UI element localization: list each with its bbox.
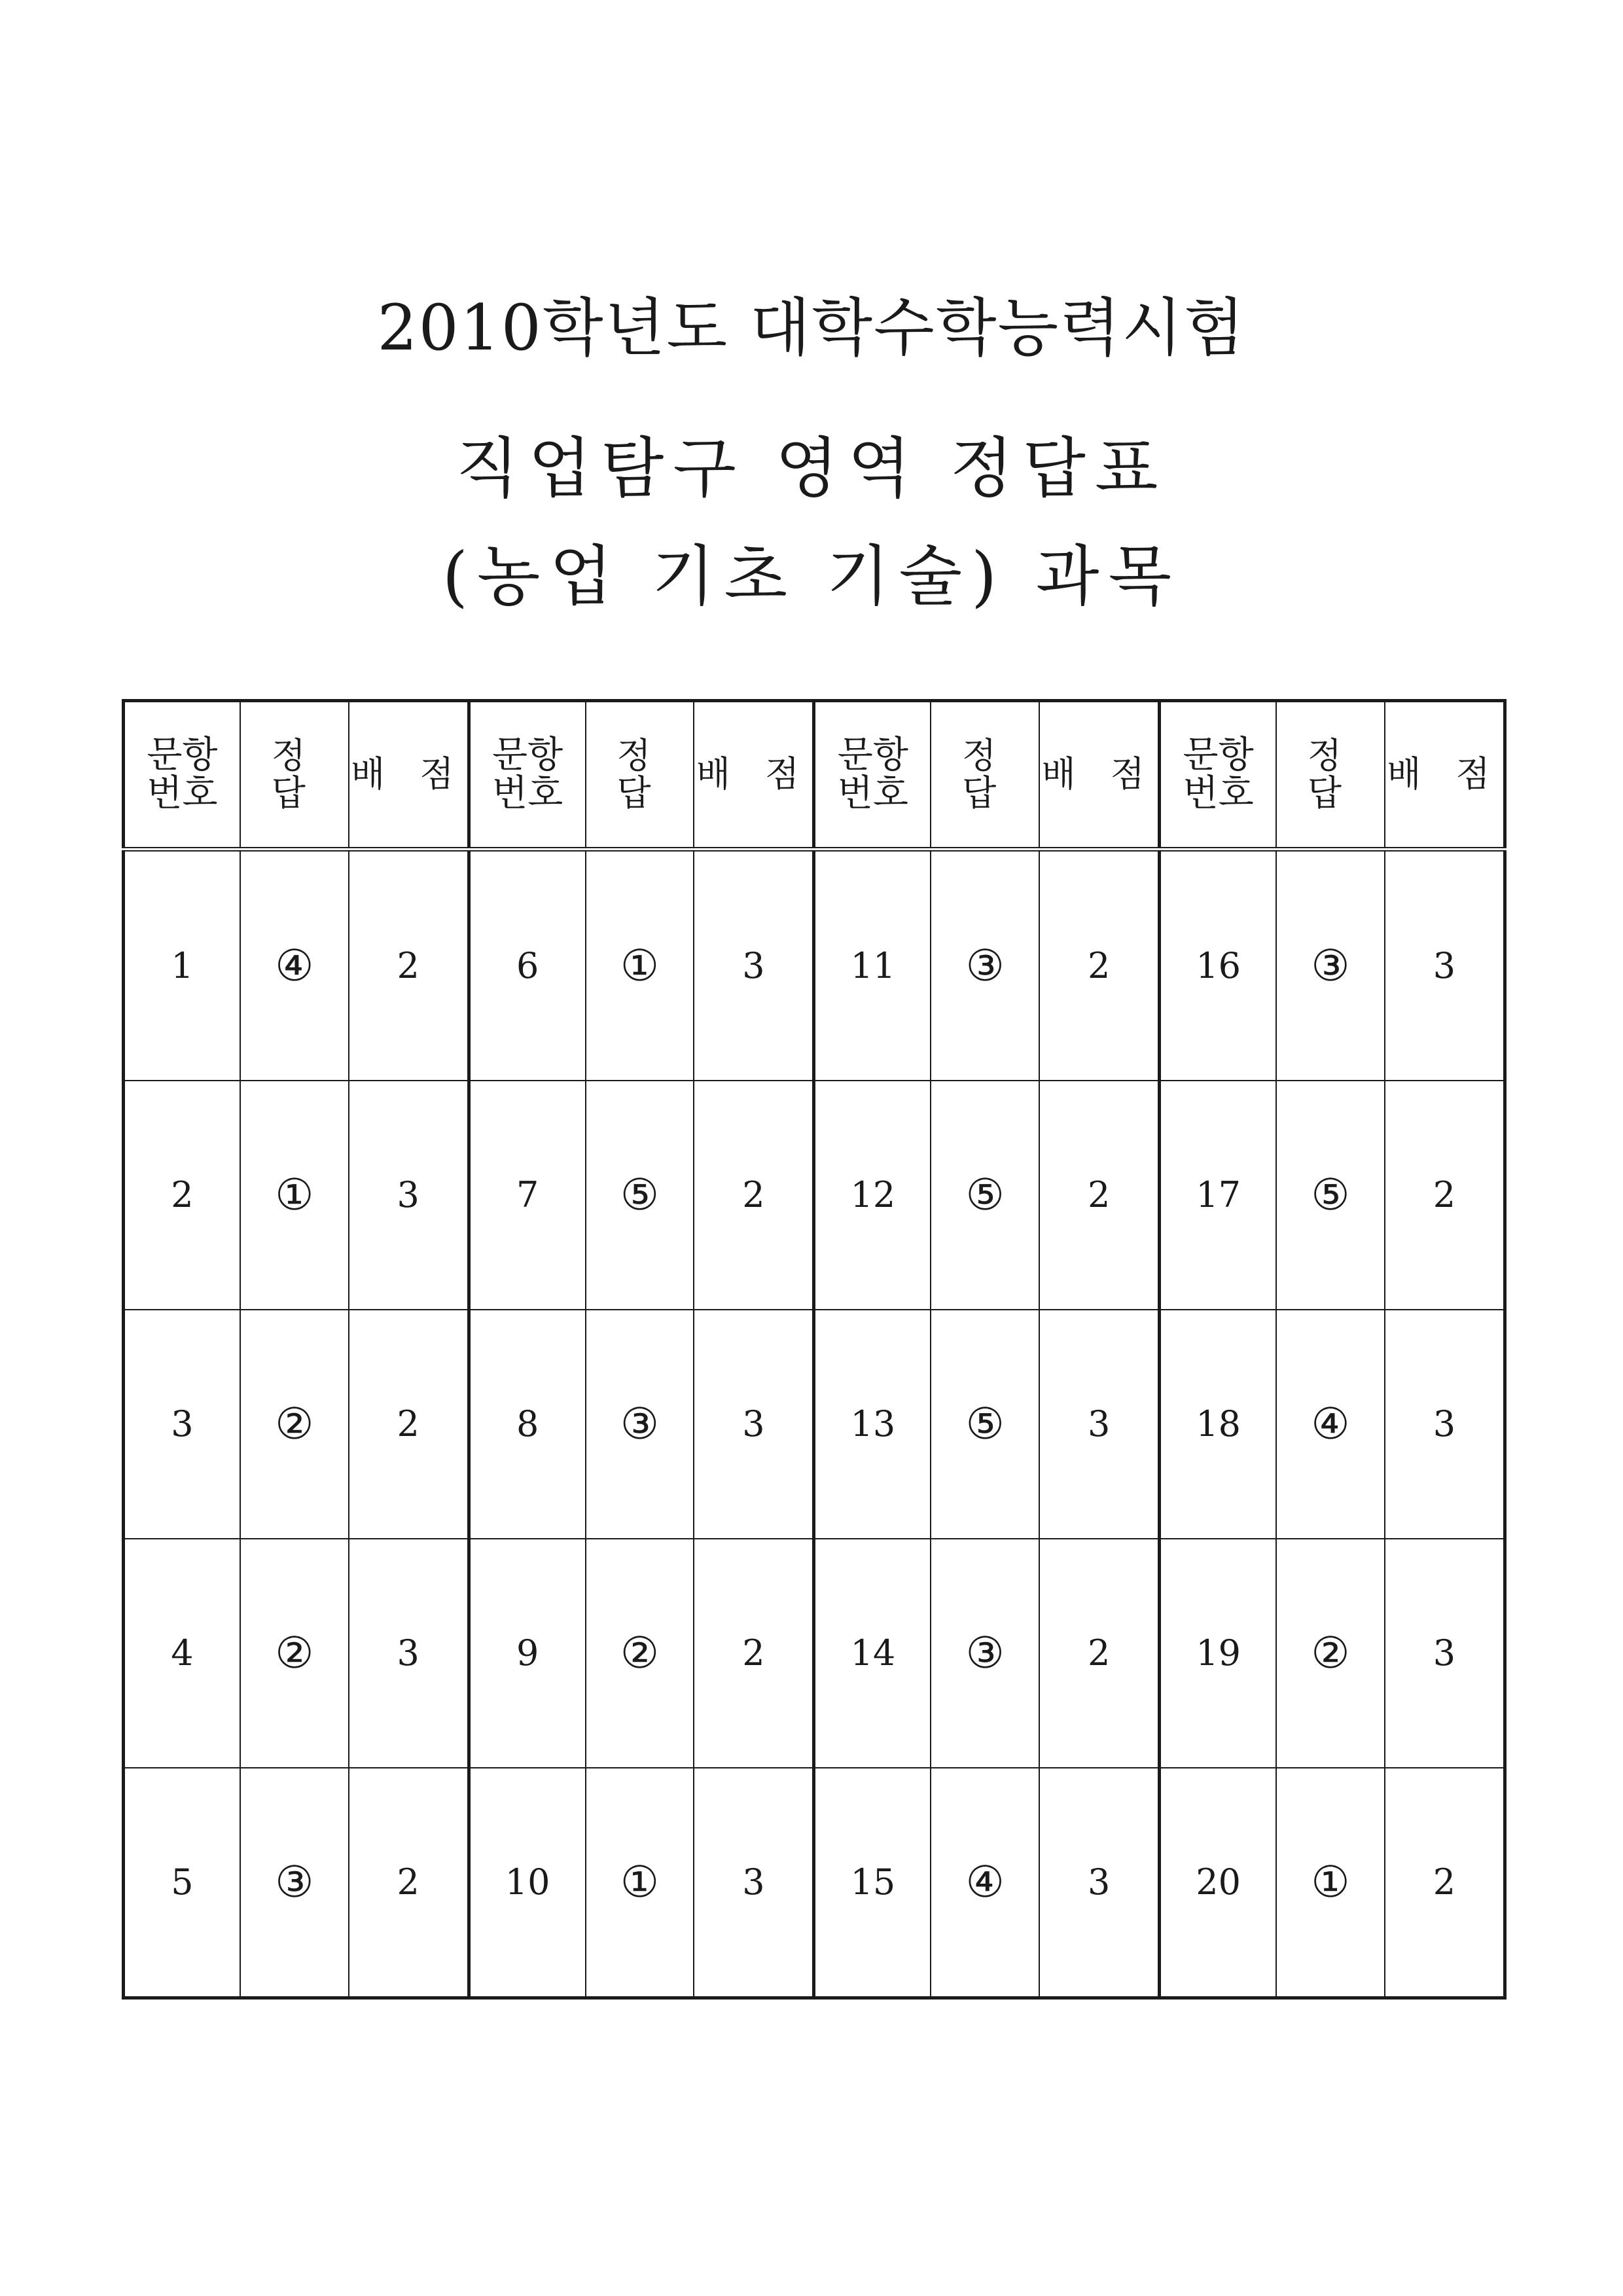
score-points: 3	[1385, 850, 1505, 1081]
correct-answer: ③	[931, 1539, 1039, 1768]
score-points: 2	[1039, 1539, 1160, 1768]
correct-answer: ⑤	[1276, 1081, 1385, 1310]
score-points: 3	[694, 850, 814, 1081]
header-answer: 정 답	[931, 701, 1039, 850]
correct-answer: ③	[1276, 850, 1385, 1081]
question-number: 4	[124, 1539, 240, 1768]
question-number: 3	[124, 1310, 240, 1539]
score-points: 3	[694, 1310, 814, 1539]
score-points: 3	[349, 1539, 469, 1768]
correct-answer: ②	[240, 1310, 349, 1539]
score-points: 2	[694, 1539, 814, 1768]
question-number: 9	[469, 1539, 585, 1768]
correct-answer: ⑤	[586, 1081, 694, 1310]
table-row	[124, 1081, 1505, 1310]
question-number: 14	[814, 1539, 931, 1768]
correct-answer: ⑤	[931, 1081, 1039, 1310]
correct-answer: ④	[1276, 1310, 1385, 1539]
question-number: 10	[469, 1768, 585, 1998]
correct-answer: ①	[586, 850, 694, 1081]
table-row	[124, 850, 1505, 1081]
correct-answer: ①	[1276, 1768, 1385, 1998]
table-row	[124, 1539, 1505, 1768]
score-points: 3	[1039, 1310, 1160, 1539]
question-number: 12	[814, 1081, 931, 1310]
score-points: 2	[349, 1768, 469, 1998]
score-points: 2	[1039, 1081, 1160, 1310]
question-number: 2	[124, 1081, 240, 1310]
question-number: 7	[469, 1081, 585, 1310]
question-number: 13	[814, 1310, 931, 1539]
correct-answer: ③	[931, 850, 1039, 1081]
question-number: 6	[469, 850, 585, 1081]
score-points: 2	[694, 1081, 814, 1310]
header-score: 배 점	[694, 701, 814, 850]
subject-title: (농업 기초 기술) 과목	[442, 538, 1181, 615]
correct-answer: ②	[1276, 1539, 1385, 1768]
header-answer: 정 답	[1276, 701, 1385, 850]
question-number: 20	[1160, 1768, 1276, 1998]
question-number: 17	[1160, 1081, 1276, 1310]
header-answer: 정 답	[240, 701, 349, 850]
answer-table	[122, 699, 1507, 2000]
correct-answer: ①	[586, 1768, 694, 1998]
question-number: 8	[469, 1310, 585, 1539]
question-number: 5	[124, 1768, 240, 1998]
exam-title: 2010학년도 대학수학능력시험	[377, 291, 1246, 365]
score-points: 3	[349, 1081, 469, 1310]
question-number: 18	[1160, 1310, 1276, 1539]
score-points: 2	[1385, 1081, 1505, 1310]
question-number: 1	[124, 850, 240, 1081]
question-number: 16	[1160, 850, 1276, 1081]
header-number: 문항 번호	[124, 701, 240, 850]
header-score: 배 점	[1385, 701, 1505, 850]
header-number: 문항 번호	[469, 701, 585, 850]
header-score: 배 점	[349, 701, 469, 850]
correct-answer: ④	[931, 1768, 1039, 1998]
score-points: 2	[349, 1310, 469, 1539]
score-points: 3	[694, 1768, 814, 1998]
correct-answer: ⑤	[931, 1310, 1039, 1539]
header-answer: 정 답	[586, 701, 694, 850]
answer-sheet-title: 직업탐구 영역 정답표	[455, 430, 1168, 507]
correct-answer: ①	[240, 1081, 349, 1310]
score-points: 3	[1039, 1768, 1160, 1998]
table-row	[124, 1310, 1505, 1539]
header-row	[124, 701, 1505, 850]
table-row	[124, 1768, 1505, 1998]
question-number: 15	[814, 1768, 931, 1998]
score-points: 2	[349, 850, 469, 1081]
correct-answer: ③	[240, 1768, 349, 1998]
correct-answer: ②	[586, 1539, 694, 1768]
header-score: 배 점	[1039, 701, 1160, 850]
score-points: 2	[1039, 850, 1160, 1081]
header-number: 문항 번호	[814, 701, 931, 850]
question-number: 11	[814, 850, 931, 1081]
correct-answer: ③	[586, 1310, 694, 1539]
score-points: 2	[1385, 1768, 1505, 1998]
correct-answer: ②	[240, 1539, 349, 1768]
question-number: 19	[1160, 1539, 1276, 1768]
correct-answer: ④	[240, 850, 349, 1081]
score-points: 3	[1385, 1539, 1505, 1768]
header-number: 문항 번호	[1160, 701, 1276, 850]
score-points: 3	[1385, 1310, 1505, 1539]
